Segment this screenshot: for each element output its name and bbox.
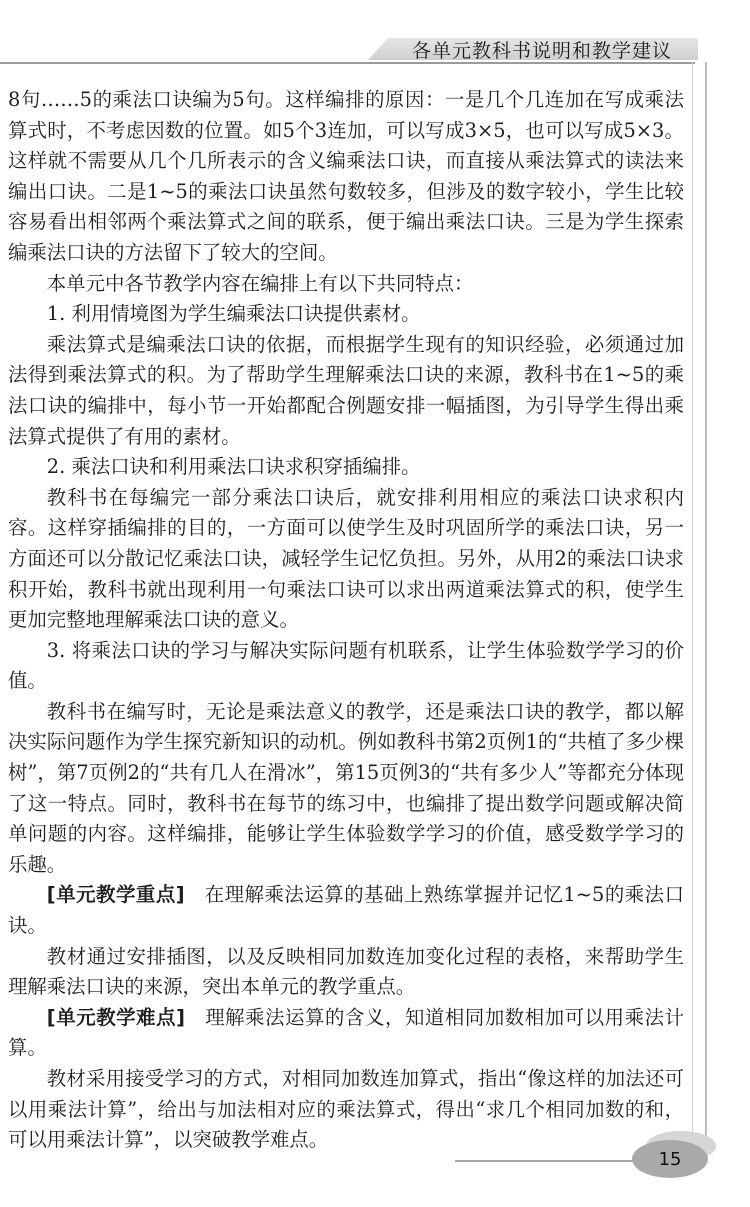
key-point-detail: 教材通过安排插图，以及反映相同加数连加变化过程的表格，来帮助学生理解乘法口诀的来源，突出本单元的教学重点。 — [8, 944, 684, 999]
feature-heading-3: 3. 将乘法口诀的学习与解决实际问题有机联系，让学生体验数学学习的价值。 — [8, 638, 684, 693]
feature-heading-2: 2. 乘法口诀和利用乘法口诀求积穿插编排。 — [46, 455, 421, 479]
paragraph-feature-3: 教科书在编写时，无论是乘法意义的教学，还是乘法口诀的教学，都以解决实际问题作为学生探究新知识的动机。例如教科书第2页例1的“共植了多少棵树”，第7页例2的“共有几人在滑冰”，第15页例3的“共有多少人”等都充分体现了这一特点。同时，教科书在每节的练习中，也编排了提出数学问题或解决简单问题的内容。这样编排，能够让学生体验数学学习的价值，感受数学学习的乐趣。 — [8, 699, 684, 876]
key-point-paragraph — [8, 880, 684, 941]
page-number: 15 — [658, 1148, 682, 1170]
running-header: 各单元教科书说明和教学建议 — [411, 40, 672, 62]
key-point-label: [单元教学重点] — [46, 883, 185, 907]
difficulty-detail: 教材采用接受学习的方式，对相同加数连加算式，指出“像这样的加法还可以用乘法计算”，给出与加法相对应的乘法算式，得出“求几个相同加数的和，可以用乘法计算”，以突破教学难点。 — [8, 1067, 684, 1152]
margin-rule-outer — [705, 62, 707, 1137]
difficulty-label: [单元教学难点] — [46, 1005, 185, 1029]
header-rule — [0, 62, 695, 64]
difficulty-paragraph — [8, 1003, 684, 1064]
difficulty-text: 理解乘法运算的含义，知道相同加数相加可以用乘法计算。 — [8, 1005, 684, 1060]
page-number-badge — [632, 1140, 708, 1178]
paragraph-features-intro: 本单元中各节教学内容在编排上有以下共同特点： — [46, 271, 474, 295]
feature-heading-1: 1. 利用情境图为学生编乘法口诀提供素材。 — [46, 302, 421, 326]
paragraph-feature-1: 乘法算式是编乘法口诀的依据，而根据学生现有的知识经验，必须通过加法得到乘法算式的积。为了帮助学生理解乘法口诀的来源，教科书在1~5的乘法口诀的编排中，每小节一开始都配合例题安排一幅插图，为引导学生得出乘法算式提供了有用的素材。 — [8, 332, 684, 448]
paragraph-feature-2: 教科书在每编完一部分乘法口诀后，就安排利用相应的乘法口诀求积内容。这样穿插编排的目的，一方面可以使学生及时巩固所学的乘法口诀，另一方面还可以分散记忆乘法口诀，减轻学生记忆负担。另外，从用2的乘法口诀求积开始，教科书就出现利用一句乘法口诀可以求出两道乘法算式的积，使学生更加完整地理解乘法口诀的意义。 — [8, 485, 684, 632]
page-body — [8, 85, 684, 1156]
key-point-text: 在理解乘法运算的基础上熟练掌握并记忆1~5的乘法口诀。 — [8, 883, 684, 938]
paragraph-continuation: 8句……5的乘法口诀编为5句。这样编排的原因：一是几个几连加在写成乘法算式时，不考虑因数的位置。如5个3连加，可以写成3×5，也可以写成5×3。这样就不需要从几个几所表示的含义编乘法口诀，而直接从乘法算式的读法来编出口诀。二是1~5的乘法口诀虽然句数较多，但涉及的数字较小，学生比较容易看出相邻两个乘法算式之间的联系，便于编出乘法口诀。三是为学生探索编乘法口诀的方法留下了较大的空间。 — [8, 88, 684, 264]
margin-rule-inner — [692, 62, 693, 1134]
footer-rule — [455, 1160, 655, 1162]
